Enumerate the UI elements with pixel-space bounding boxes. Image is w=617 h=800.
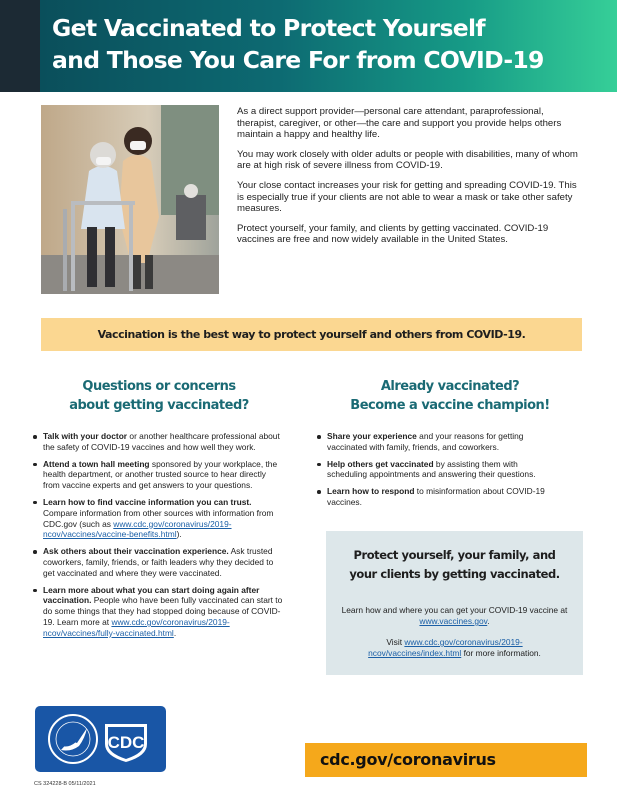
cdc-logo-icon <box>105 724 147 762</box>
list-item-bold: Talk with your doctor <box>43 431 128 441</box>
list-item-text: and your reasons for getting vaccinated with family, friends, and coworkers. <box>327 431 524 452</box>
callout-text: . <box>487 616 490 626</box>
list-item-bold: Attend a town hall meeting <box>43 458 150 469</box>
list-item-text: Ask trusted coworkers, family, friends, or faith leaders why they decided to get vaccinated and where they were vaccinated. <box>43 546 274 578</box>
intro-text <box>237 106 585 254</box>
callout-vaccines-paragraph <box>340 605 569 627</box>
vaccines-gov-link[interactable]: www.vaccines.gov <box>419 616 488 626</box>
page-title-line-2: and Those You Care For from COVID-19 <box>52 46 544 74</box>
list-item <box>317 431 549 453</box>
list-item-text: or another healthcare professional about the safety of COVID-19 vaccines and how well they work. <box>43 431 280 452</box>
callout-title-line-1: Protect yourself, your family, and <box>353 548 556 562</box>
hhs-cdc-logo <box>35 706 166 772</box>
champion-heading <box>318 377 582 415</box>
callout-text: Learn how and where you can get your COVID-19 vaccine at <box>341 605 568 615</box>
list-item <box>33 585 283 639</box>
callout-text: for more information. <box>461 648 541 658</box>
page-title <box>52 12 592 76</box>
questions-heading-line-2: about getting vaccinated? <box>69 398 249 413</box>
champion-heading-line-1: Already vaccinated? <box>380 379 520 394</box>
list-item <box>33 497 283 540</box>
intro-paragraph: As a direct support provider—personal care attendant, paraprofessional, therapist, caregiver, or other—the care and support you provide helps others maintain a happy and healthy life. <box>237 106 562 141</box>
callout-text: Visit <box>386 637 405 647</box>
list-item <box>33 459 283 491</box>
callout-visit-paragraph <box>340 637 569 659</box>
key-message-text: Vaccination is the best way to protect yourself and others from COVID-19. <box>97 328 526 341</box>
document-code: CS 324228-B 05/11/2021 <box>34 781 96 787</box>
cdc-url-text: cdc.gov/coronavirus <box>320 750 496 769</box>
list-item-text: People who have been fully vaccinated can start to do some things that they had stopped doing because of COVID-19. Learn more at <box>43 595 283 627</box>
list-item-bold: Learn more about what you can start doing again after vaccination. <box>43 584 260 606</box>
questions-list <box>33 431 283 645</box>
callout-title <box>326 546 583 584</box>
list-item-bold: Share your experience <box>327 431 417 441</box>
list-item <box>33 546 283 578</box>
cdc-vaccines-link[interactable]: www.cdc.gov/coronavirus/2019-ncov/vaccines/index.html <box>368 637 523 658</box>
intro-paragraph: Your close contact increases your risk for getting and spreading COVID-19. This is especially true if your clients are not able to wear a mask or take other safety measures. <box>237 179 577 215</box>
list-item-text: Compare information from other sources with information from CDC.gov (such as <box>43 507 274 529</box>
fully-vaccinated-link[interactable]: www.cdc.gov/coronavirus/2019-ncov/vaccines/fully-vaccinated.html <box>43 616 230 638</box>
hhs-seal-icon <box>49 715 97 763</box>
caregiver-photo <box>41 105 219 294</box>
list-item-bold: Learn how to find vaccine information you can trust. <box>43 496 252 507</box>
page-title-line-1: Get Vaccinated to Protect Yourself <box>52 14 485 42</box>
intro-paragraph: You may work closely with older adults or people with disabilities, many of whom are at high risk of severe illness from COVID-19. <box>237 148 578 172</box>
key-message-banner <box>41 318 582 351</box>
list-item-bold: Help others get vaccinated <box>327 458 434 469</box>
header-accent-bar <box>0 0 40 92</box>
cdc-logo-text: CDC <box>107 733 145 752</box>
list-item-text: . <box>173 627 177 638</box>
list-item-text: sponsored by your workplace, the health department, or another trusted source to hear directly from vaccine experts and get answers to your questions. <box>43 458 278 491</box>
list-item-text: ). <box>176 529 182 540</box>
list-item-bold: Learn how to respond <box>327 486 415 497</box>
header-banner <box>0 0 617 92</box>
list-item <box>317 459 549 481</box>
callout-box <box>326 531 583 675</box>
list-item <box>317 486 549 508</box>
questions-heading <box>41 377 277 415</box>
cdc-url-bar <box>305 743 587 777</box>
vaccine-benefits-link[interactable]: www.cdc.gov/coronavirus/2019-ncov/vaccines/vaccine-benefits.html <box>43 518 232 540</box>
champion-heading-line-2: Become a vaccine champion! <box>350 398 550 413</box>
list-item <box>33 431 283 453</box>
champion-list <box>317 431 549 514</box>
list-item-bold: Ask others about their vaccination experience. <box>43 546 229 557</box>
list-item-text: by assisting them with scheduling appointments and answering their questions. <box>327 458 536 480</box>
intro-paragraph: Protect yourself, your family, and clients by getting vaccinated. COVID-19 vaccines are free and now widely available in the United States. <box>237 222 549 246</box>
questions-heading-line-1: Questions or concerns <box>82 379 236 394</box>
callout-title-line-2: your clients by getting vaccinated. <box>349 567 560 581</box>
list-item-text: to misinformation about COVID-19 vaccines. <box>327 486 545 507</box>
